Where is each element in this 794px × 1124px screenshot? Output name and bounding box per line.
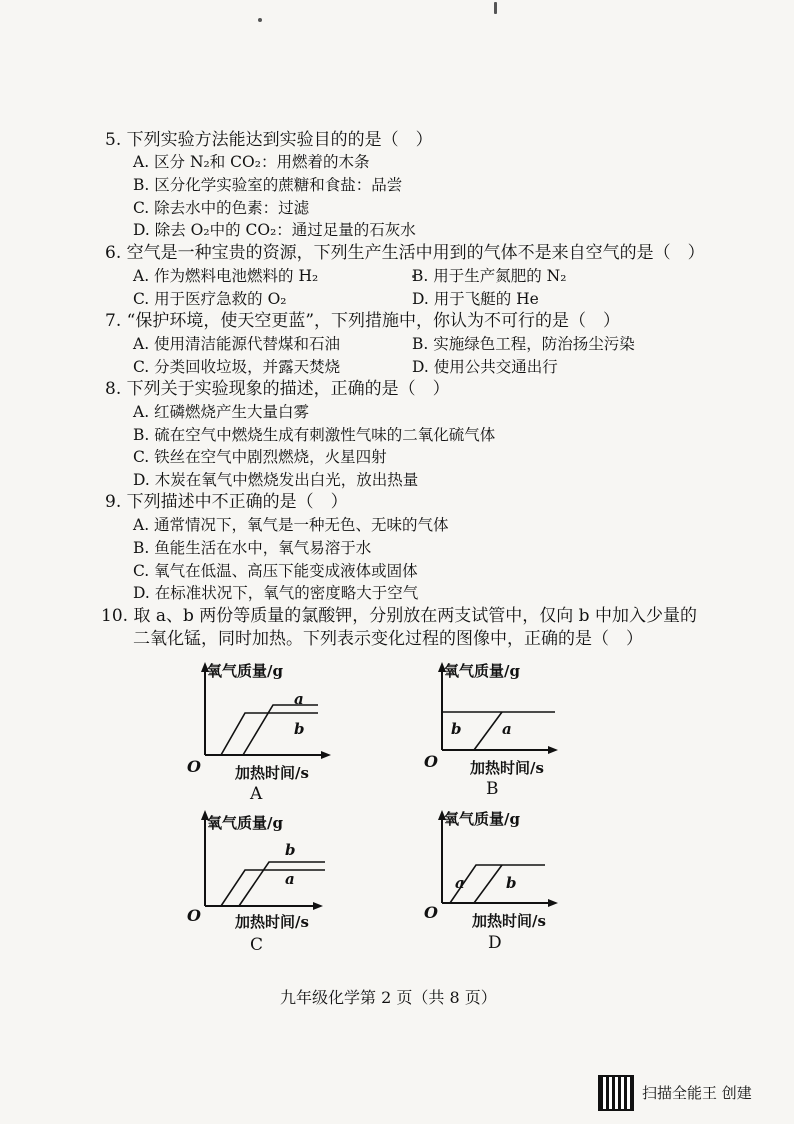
graph-b-caption: B (486, 779, 499, 799)
question-number: 8. (105, 379, 122, 399)
option-7a: A. 使用清洁能源代替煤和石油 (133, 335, 341, 353)
option-6a: A. 作为燃料电池燃料的 H₂ (133, 267, 319, 285)
graph-b-label-right: a (502, 720, 512, 738)
question-number: 5. (105, 130, 122, 150)
option-6b: B. 用于生产氮肥的 N₂ (412, 267, 567, 285)
graph-d-label-right: b (506, 874, 517, 892)
question-8 (105, 378, 450, 400)
option-9c: C. 氧气在低温、高压下能变成液体或固体 (133, 562, 418, 580)
question-number: 10. (101, 606, 129, 626)
graph-a-caption: A (250, 784, 263, 804)
option-9b: B. 鱼能生活在水中，氧气易溶于水 (133, 539, 372, 557)
scan-speck (494, 2, 497, 14)
graph-c-label-lower: a (285, 870, 295, 888)
graph-c-xlabel: 加热时间/s (235, 913, 309, 931)
option-6d: D. 用于飞艇的 He (412, 290, 539, 308)
graph-b-xlabel: 加热时间/s (470, 759, 544, 777)
graph-c-label-upper: b (285, 841, 296, 859)
option-5b: B. 区分化学实验室的蔗糖和食盐：品尝 (133, 176, 403, 194)
question-number: 7. (105, 311, 122, 331)
option-6c: C. 用于医疗急救的 O₂ (133, 290, 287, 308)
question-9 (105, 491, 348, 513)
graph-a-ylabel: 氧气质量/g (207, 662, 283, 680)
option-8c: C. 铁丝在空气中剧烈燃烧，火星四射 (133, 448, 387, 466)
graph-d (422, 808, 582, 958)
graph-d-caption: D (488, 933, 502, 953)
option-7d: D. 使用公共交通出行 (412, 358, 558, 376)
question-stem: 空气是一种宝贵的资源，下列生产生活中用到的气体不是来自空气的是（ ） (126, 243, 705, 263)
option-9d: D. 在标准状况下，氧气的密度略大于空气 (133, 584, 419, 602)
scanner-watermark: 扫描全能王 创建 (642, 1084, 752, 1102)
graph-a-label-upper: a (294, 690, 304, 708)
option-8a: A. 红磷燃烧产生大量白雾 (133, 403, 310, 421)
graph-a (185, 660, 345, 810)
option-8d: D. 木炭在氧气中燃烧发出白光，放出热量 (133, 471, 419, 489)
option-7c: C. 分类回收垃圾，并露天焚烧 (133, 358, 341, 376)
graph-d-label-left: a (455, 874, 465, 892)
option-8b: B. 硫在空气中燃烧生成有刺激性气味的二氧化硫气体 (133, 426, 496, 444)
graph-d-axes (422, 808, 582, 958)
option-5c: C. 除去水中的色素：过滤 (133, 199, 310, 217)
question-stem: 下列实验方法能达到实验目的的是（ ） (126, 130, 433, 150)
graph-d-xlabel: 加热时间/s (472, 912, 546, 930)
scan-speck (258, 18, 262, 22)
graph-c-ylabel: 氧气质量/g (207, 814, 283, 832)
graph-b-label-left: b (451, 720, 462, 738)
question-stem: 取 a、b 两份等质量的氯酸钾，分别放在两支试管中，仅向 b 中加入少量的 (133, 606, 697, 626)
option-5a: A. 区分 N₂和 CO₂：用燃着的木条 (133, 153, 370, 171)
question-stem: “保护环境，使天空更蓝”，下列措施中，你认为不可行的是（ ） (126, 311, 621, 331)
graph-d-ylabel: 氧气质量/g (444, 810, 520, 828)
question-number: 6. (105, 243, 122, 263)
option-9a: A. 通常情况下，氧气是一种无色、无味的气体 (133, 516, 449, 534)
graph-b (422, 660, 582, 810)
question-10-continued: 二氧化锰，同时加热。下列表示变化过程的图像中，正确的是（ ） (133, 629, 643, 649)
graph-a-label-lower: b (294, 720, 305, 738)
graph-c (185, 808, 345, 958)
question-5 (105, 129, 433, 151)
question-number: 9. (105, 492, 122, 512)
question-stem: 下列描述中不正确的是（ ） (126, 492, 348, 512)
page-footer: 九年级化学第 2 页（共 8 页） (280, 988, 497, 1007)
graph-b-ylabel: 氧气质量/g (444, 662, 520, 680)
question-6 (105, 242, 705, 264)
question-stem: 下列关于实验现象的描述，正确的是（ ） (126, 379, 450, 399)
option-7b: B. 实施绿色工程，防治扬尘污染 (412, 335, 635, 353)
option-5d: D. 除去 O₂中的 CO₂：通过足量的石灰水 (133, 221, 416, 239)
graph-d-origin: O (424, 903, 438, 922)
graph-b-origin: O (424, 752, 438, 771)
question-10 (101, 605, 697, 627)
graph-a-axes (185, 660, 345, 810)
graph-c-origin: O (187, 906, 201, 925)
graph-a-xlabel: 加热时间/s (235, 764, 309, 782)
graph-a-origin: O (187, 757, 201, 776)
graph-c-caption: C (250, 935, 264, 955)
qr-code-icon (598, 1075, 634, 1111)
question-7 (105, 310, 620, 332)
